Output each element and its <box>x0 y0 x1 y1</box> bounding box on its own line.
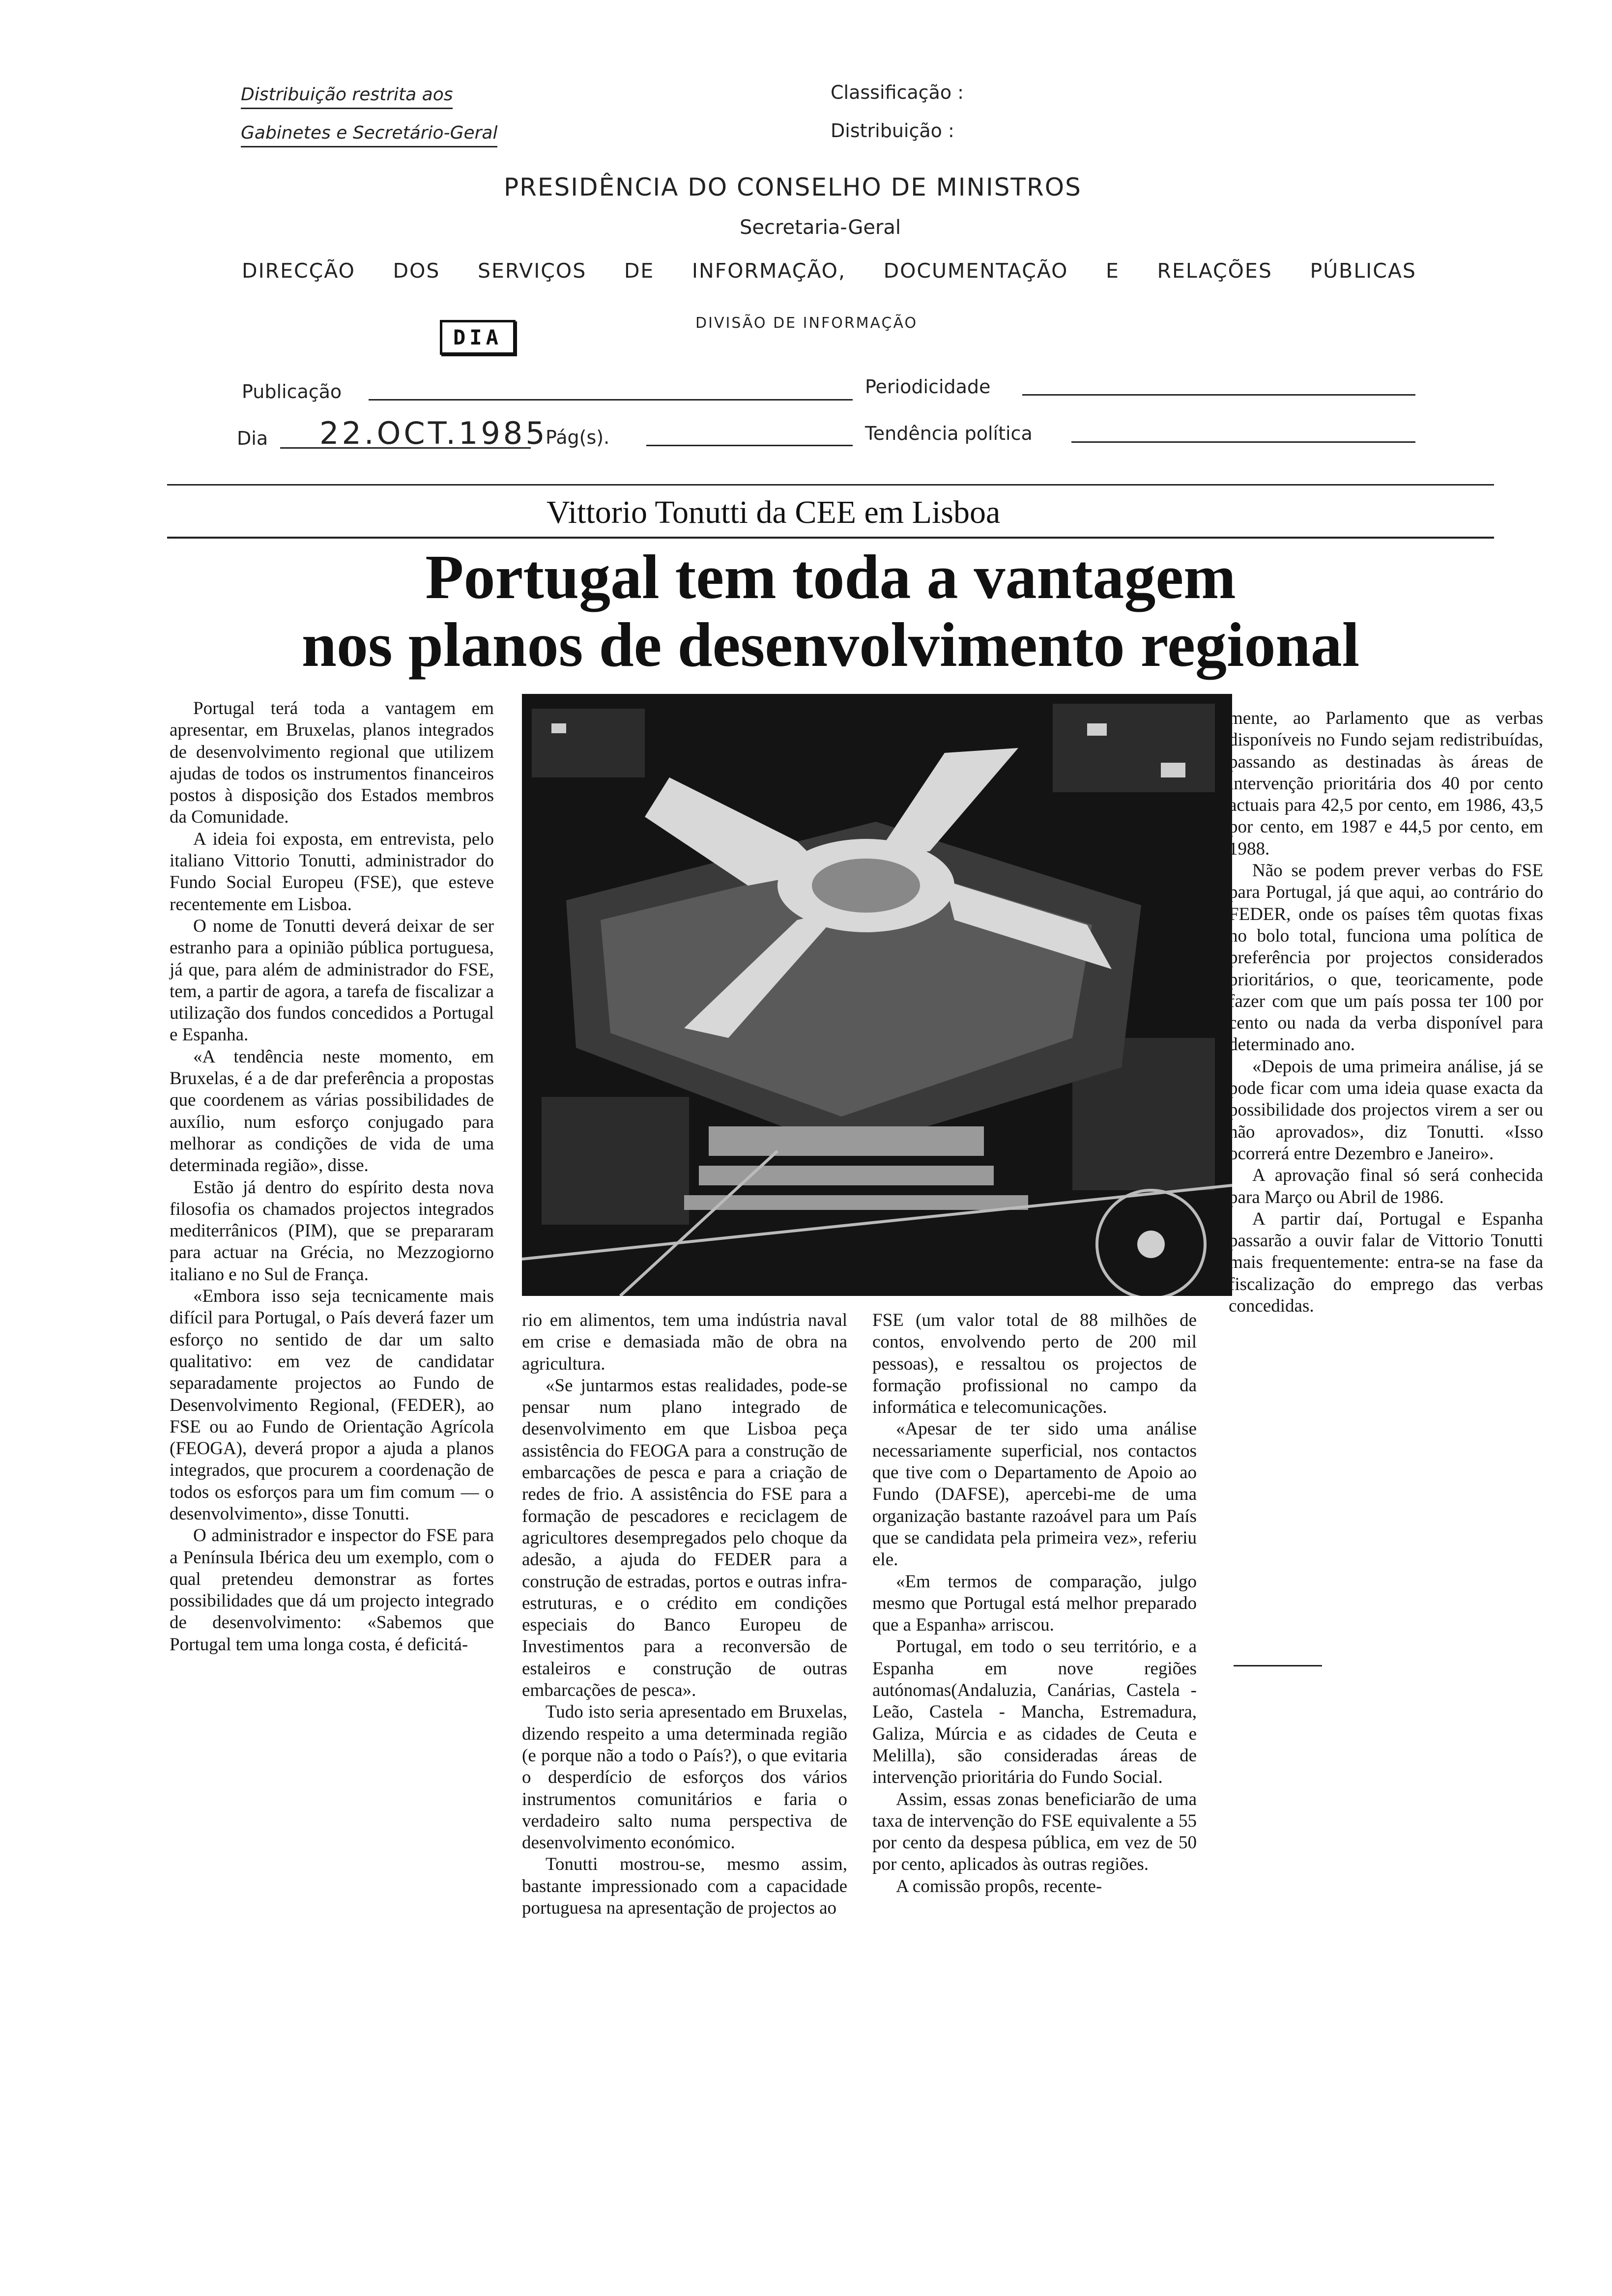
publication-stamp: DIA <box>440 325 516 349</box>
aerial-building-photo <box>522 694 1232 1296</box>
paragraph: Portugal terá toda a vantagem em apresentar, em Bruxelas, planos integrados de desenvolvimento regional que utilizem ajudas de todos os instrumentos financeiros postos à disposição dos Estados membros da Comunidade. <box>170 698 494 828</box>
paragraph: Tudo isto seria apresentado em Bruxelas, dizendo respeito a uma determinada região (e porque não a todo o País?), o que evitaria o desperdício de esforços dos vários instrumentos comunitários e faria o verdadeiro salto numa perspectiva de desenvolvimento económico. <box>522 1702 847 1853</box>
paragraph: A ideia foi exposta, em entrevista, pelo italiano Vittorio Tonutti, administrador do Fundo Social Europeu (FSE), que esteve recentemente em Lisboa. <box>170 829 494 915</box>
paragraph: Estão já dentro do espírito desta nova filosofia os chamados projectos integrados mediterrânicos (PIM), que se prepararam para actuar na Grécia, no Mezzogiorno italiano e no Sul de França. <box>170 1177 494 1285</box>
photo-illustration <box>522 694 1232 1296</box>
tendency-label: Tendência política <box>865 423 1033 444</box>
paragraph: Tonutti mostrou-se, mesmo assim, bastante impressionado com a capacidade portuguesa na apresentação de projectos ao <box>522 1854 847 1919</box>
paragraph: «Apesar de ter sido uma análise necessariamente superficial, nos contactos que tive com o Departamento de Apoio ao Fundo (DAFSE), apercebi-me de uma organização bastante razoável para um País que se candidata pela primeira vez», referiu ele. <box>872 1419 1197 1570</box>
periodicity-field-line <box>1022 394 1415 396</box>
kicker-bottom-rule <box>167 537 1494 539</box>
paragraph: Não se podem prever verbas do FSE para Portugal, já que aqui, ao contrário do FEDER, onde os países têm quotas fixas no bolo total, funciona uma política de preferência por projectos considerados prioritários, o que, teoricamente, pode fazer com que um país possa ter 100 por cento ou nada da verba disponível para determinado ano. <box>1229 861 1543 1055</box>
paragraph: A partir daí, Portugal e Espanha passarão a ouvir falar de Vittorio Tonutti mais frequentemente: entra-se na fase da fiscalização do emprego das verbas concedidas. <box>1229 1208 1543 1317</box>
article-kicker: Vittorio Tonutti da CEE em Lisboa <box>547 494 1001 530</box>
article-column-2 <box>522 1310 847 1919</box>
directorate-word: E <box>1106 259 1120 283</box>
classification-label: Classificação : <box>831 82 964 103</box>
organization-title: PRESIDÊNCIA DO CONSELHO DE MINISTROS <box>504 173 1082 201</box>
article-column-3 <box>872 1310 1197 1897</box>
distribution-label: Distribuição : <box>831 120 954 142</box>
day-value: 22.OCT.1985 <box>319 415 548 451</box>
paragraph: Assim, essas zonas beneficiarão de uma taxa de intervenção do FSE equivalente a 55 por cento da despesa pública, em vez de 50 por cento, aplicados às outras regiões. <box>872 1789 1197 1875</box>
directorate-word: SERVIÇOS <box>477 259 587 283</box>
paragraph: O administrador e inspector do FSE para a Península Ibérica deu um exemplo, com o qual pretendeu demonstrar as fortes possibilidades que dá um projecto integrado de desenvolvimento: «Sabemos que Portugal tem uma longa costa, é deficitá- <box>170 1525 494 1655</box>
paragraph: FSE (um valor total de 88 milhões de contos, envolvendo perto de 200 mil pessoas), e ressaltou os projectos de formação profissional no campo da informática e telecomunicações. <box>872 1310 1197 1418</box>
publication-field-line <box>369 399 853 401</box>
headline-line-2: nos planos de desenvolvimento regional <box>301 610 1360 680</box>
division-label: DIVISÃO DE INFORMAÇÃO <box>695 315 918 332</box>
directorate-word: DOS <box>393 259 440 283</box>
paragraph: «Se juntarmos estas realidades, pode-se pensar num plano integrado de desenvolvimento em que Lisboa peça assistência do FEOGA para a construção de embarcações de pesca e para a criação de redes de frio. A assistência do FSE para a formação de pescadores e reciclagem de agricultores desempregados pelo choque da adesão, a ajuda do FEDER para a construção de estradas, portos e outras infra-estruturas, e o crédito em condições especiais do Banco Europeu de Investimentos para a reconversão de estaleiros e construção de outras embarcações de pesca». <box>522 1375 847 1701</box>
directorate-word: DOCUMENTAÇÃO <box>883 259 1068 283</box>
tendency-field-line <box>1071 441 1415 443</box>
paragraph: A aprovação final só será conhecida para Março ou Abril de 1986. <box>1229 1165 1543 1207</box>
article-column-1 <box>170 698 494 1656</box>
day-field-line <box>280 447 531 449</box>
directorate-word: INFORMAÇÃO, <box>691 259 846 283</box>
paragraph: A comissão propôs, recente- <box>896 1876 1102 1896</box>
day-label: Dia <box>237 428 268 449</box>
directorate-word: DE <box>624 259 655 283</box>
periodicity-label: Periodicidade <box>865 376 991 398</box>
paragraph: «Em termos de comparação, julgo mesmo que Portugal está melhor preparado que a Espanha» arriscou. <box>872 1571 1197 1636</box>
paragraph: «A tendência neste momento, em Bruxelas, é a de dar preferência a propostas que coordenem as várias possibilidades de auxílio, num esforço conjugado para melhorar as condições de vida de uma determinada região», disse. <box>170 1046 494 1176</box>
organization-subtitle: Secretaria-Geral <box>740 216 901 239</box>
restriction-line-2: Gabinetes e Secretário-Geral <box>241 123 497 147</box>
article-column-4 <box>1229 708 1543 1317</box>
restriction-line-1: Distribuição restrita aos <box>241 85 453 109</box>
end-of-article-rule <box>1234 1665 1322 1666</box>
headline-line-1: Portugal tem toda a vantagem <box>425 542 1236 612</box>
directorate-line <box>242 259 1416 283</box>
pages-field-line <box>646 445 853 446</box>
publication-label: Publicação <box>242 381 342 402</box>
paragraph: rio em alimentos, tem uma indústria naval em crise e demasiada mão de obra na agricultura. <box>522 1310 847 1374</box>
directorate-word: PÚBLICAS <box>1310 259 1416 283</box>
kicker-top-rule <box>167 484 1494 486</box>
paragraph: «Embora isso seja tecnicamente mais difícil para Portugal, o País deverá fazer um esforço no sentido de dar um salto qualitativo: em vez de candidatar separadamente projectos ao Fundo de Desenvolvimento Regional, (FEDER), ao FSE ou ao Fundo de Orientação Agrícola (FEOGA), deverá propor a ajuda a planos integrados, que procurem a coordenação de todos os esforços para um fim comum — o desenvolvimento», disse Tonutti. <box>170 1286 494 1524</box>
paragraph: O nome de Tonutti deverá deixar de ser estranho para a opinião pública portuguesa, já que, para além de administrador do FSE, tem, a partir de agora, a tarefa de fiscalizar a utilização dos fundos concedidos a Portugal e Espanha. <box>170 916 494 1045</box>
pages-label: Pág(s). <box>546 427 610 448</box>
paragraph: mente, ao Parlamento que as verbas disponíveis no Fundo sejam redistribuídas, passando as destinadas às áreas de intervenção prioritária dos 40 por cento actuais para 42,5 por cento, em 1986, 43,5 por cento, em 1987 e 44,5 por cento, em 1988. <box>1229 708 1543 859</box>
directorate-word: DIRECÇÃO <box>242 259 355 283</box>
directorate-word: RELAÇÕES <box>1157 259 1272 283</box>
paragraph: «Depois de uma primeira análise, já se pode ficar com uma ideia quase exacta da possibilidade dos projectos virem a ser ou não aprovados», diz Tonutti. «Isso ocorrerá entre Dezembro e Janeiro». <box>1229 1056 1543 1164</box>
article-headline <box>167 543 1494 679</box>
paragraph: Portugal, em todo o seu território, e a Espanha em nove regiões autónomas(Andaluzia, Canárias, Castela - Leão, Castela - Mancha, Estremadura, Galiza, Múrcia e as cidades de Ceuta e Melilla), são consideradas áreas de intervenção prioritária do Fundo Social. <box>872 1636 1197 1788</box>
